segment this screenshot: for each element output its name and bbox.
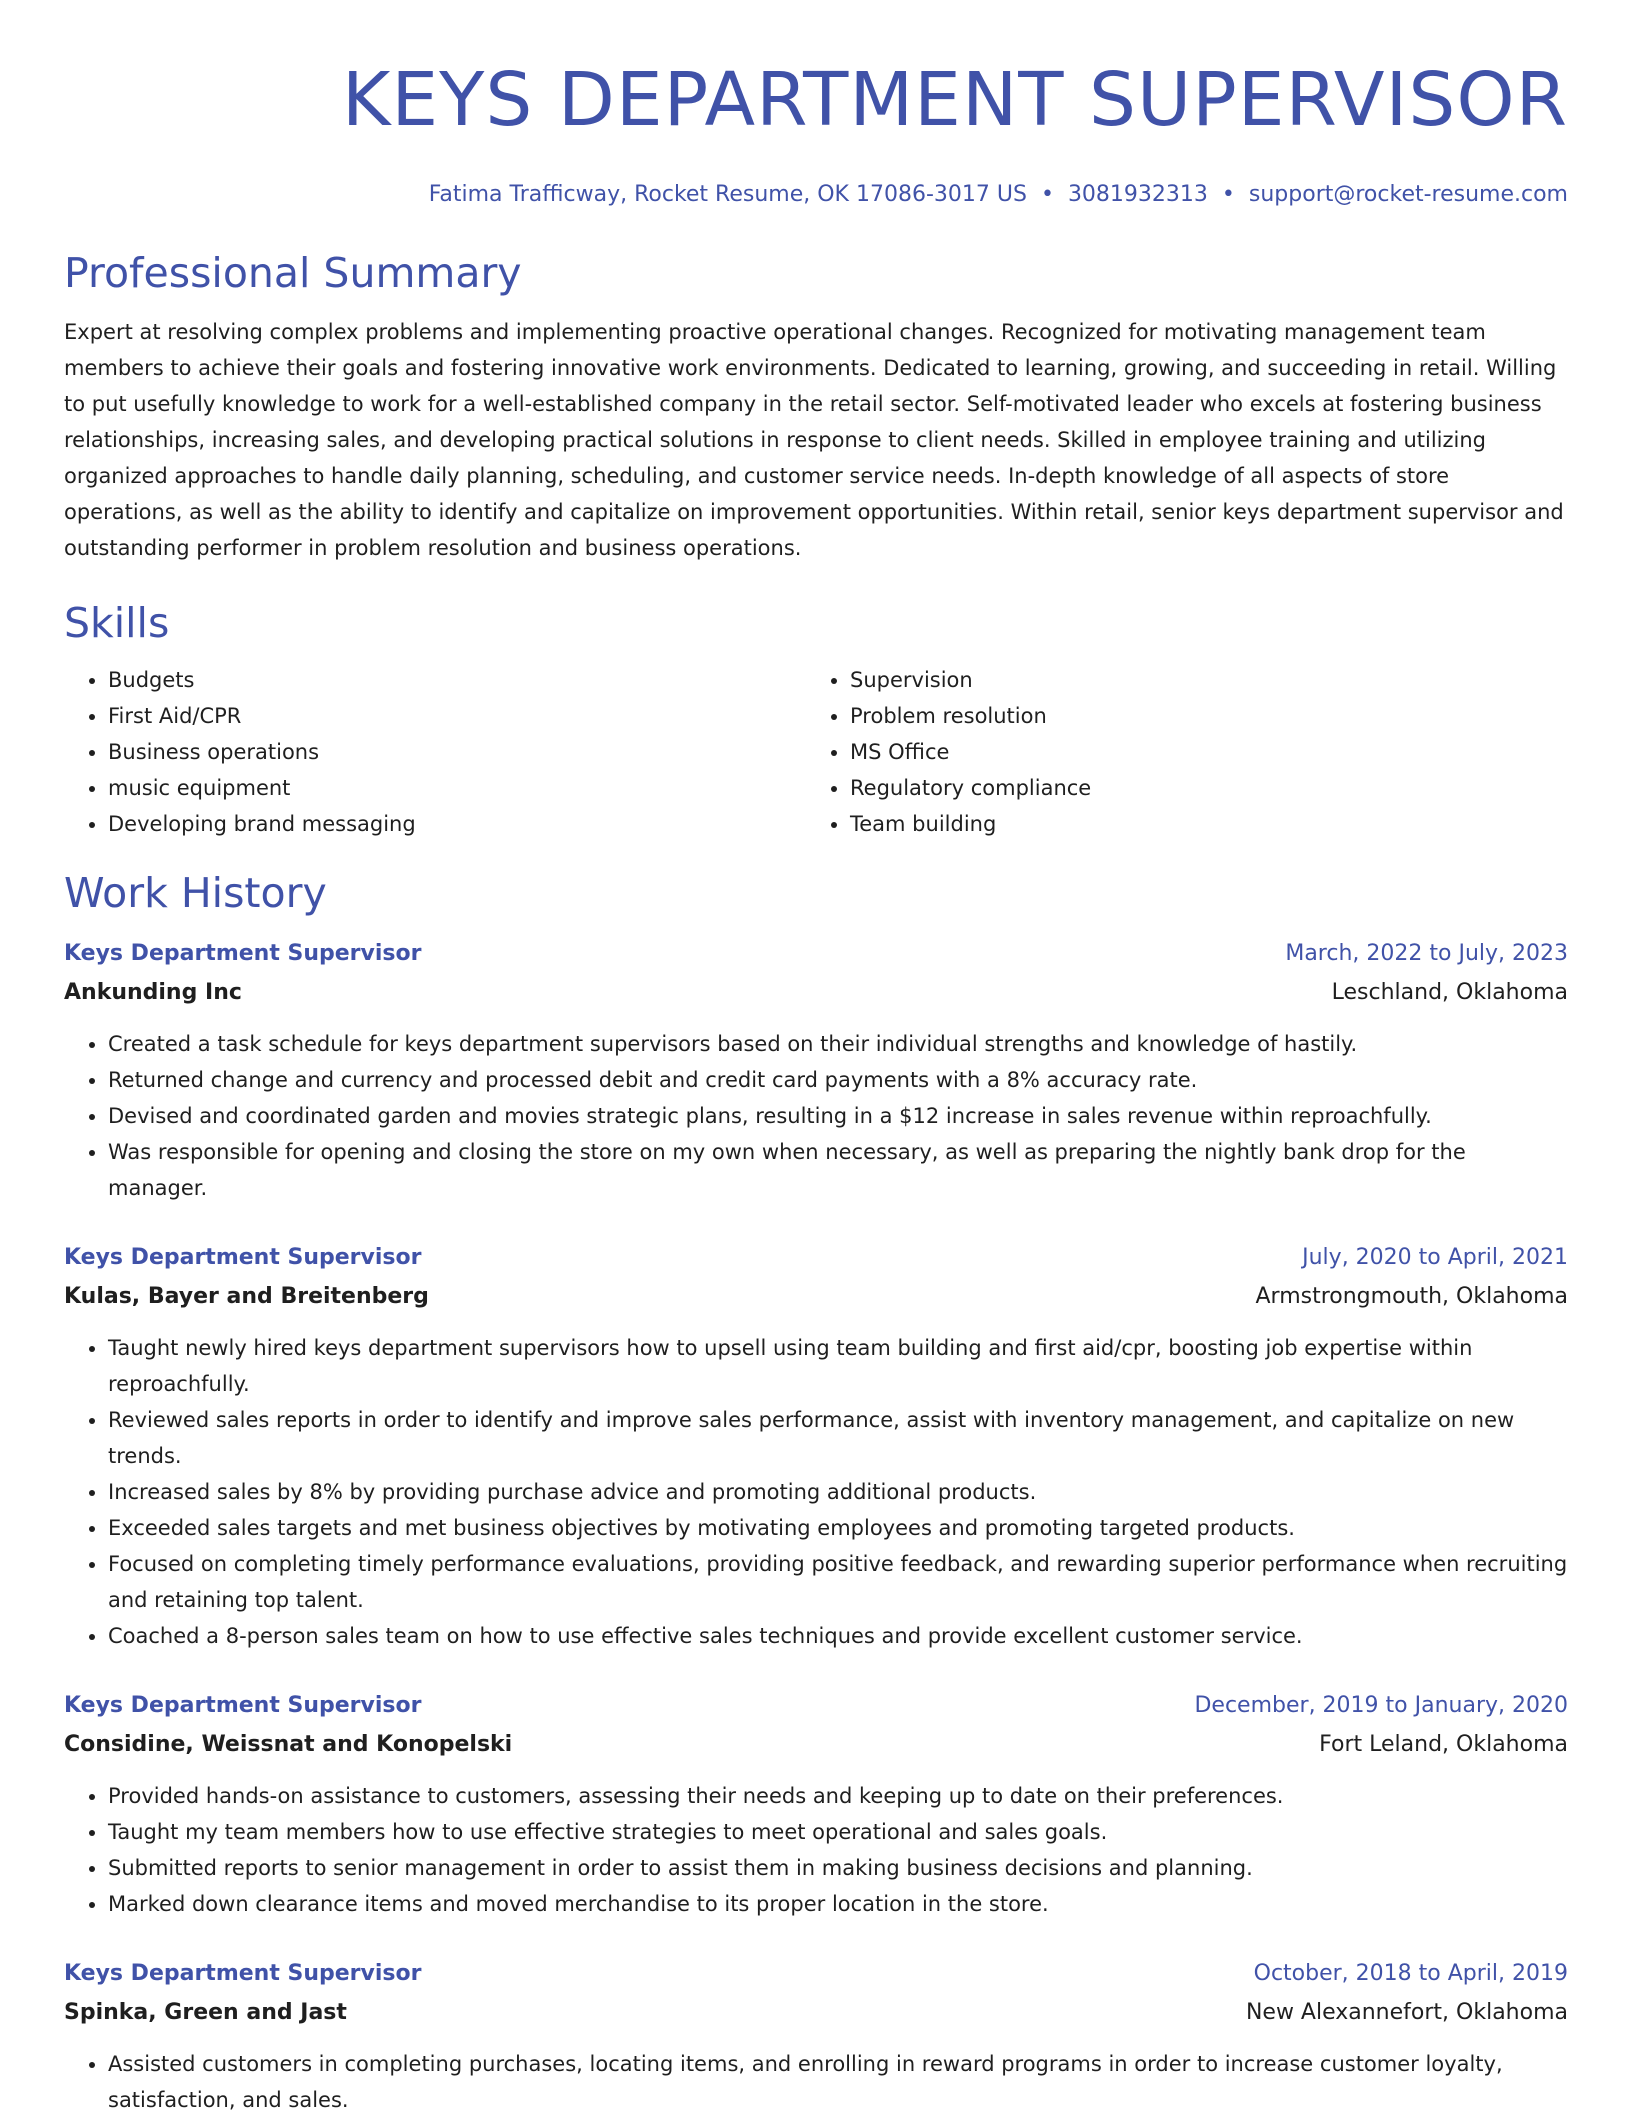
job-dates: March, 2022 to July, 2023 (1285, 941, 1568, 966)
job-bullets (64, 1778, 1568, 1922)
job-title: Keys Department Supervisor (64, 1245, 422, 1270)
skills-list (64, 662, 1568, 842)
job-bullet: • Returned change and currency and processed debit and credit card payments with a 8% accuracy rate. (108, 1062, 1568, 1098)
job-entry (64, 1686, 1568, 1922)
job-bullet: • Reviewed sales reports in order to identify and improve sales performance, assist with inventory management, and capitalize on new trends. (108, 1402, 1568, 1474)
job-entry (64, 1954, 1568, 2118)
job-bullets (64, 1026, 1568, 1206)
skills-column-left (64, 662, 806, 842)
skill-item: • MS Office (850, 734, 1568, 770)
job-bullet: • Devised and coordinated garden and movies strategic plans, resulting in a $12 increase in sales revenue within reproachfully. (108, 1098, 1568, 1134)
skill-item: • First Aid/CPR (108, 698, 806, 734)
job-bullet: • Taught my team members how to use effective strategies to meet operational and sales goals. (108, 1814, 1568, 1850)
job-entry (64, 1238, 1568, 1654)
job-bullet: • Was responsible for opening and closing the store on my own when necessary, as well as preparing the nightly bank drop for the manager. (108, 1134, 1568, 1206)
skill-item: • Developing brand messaging (108, 806, 806, 842)
job-bullets (64, 1330, 1568, 1654)
job-company: Spinka, Green and Jast (64, 2000, 347, 2025)
job-location: Fort Leland, Oklahoma (1319, 1732, 1568, 1757)
job-company: Kulas, Bayer and Breitenberg (64, 1284, 429, 1309)
job-title: Keys Department Supervisor (64, 1693, 422, 1718)
summary-text: Expert at resolving complex problems and implementing proactive operational changes. Recognized for motivating management team members to achieve their goals and fostering innovative work environments. Dedicated to learning, growing, and succeeding in retail. Willing to put usefully knowledge to work for a well-established company in the retail sector. Self-motivated leader who excels at fostering business relationships, increasing sales, and developing practical solutions in response to client needs. Skilled in employee training and utilizing organized approaches to handle daily planning, scheduling, and customer service needs. In-depth knowledge of all aspects of store operations, as well as the ability to identify and capitalize on improvement opportunities. Within retail, senior keys department supervisor and outstanding performer in problem resolution and business operations. (64, 320, 1564, 560)
job-title: Keys Department Supervisor (64, 1961, 422, 1986)
job-bullets (64, 2046, 1568, 2118)
skill-item: • Business operations (108, 734, 806, 770)
job-entry (64, 934, 1568, 1206)
skill-item: • Budgets (108, 662, 806, 698)
job-bullet: • Increased sales by 8% by providing purchase advice and promoting additional products. (108, 1474, 1568, 1510)
job-dates: October, 2018 to April, 2019 (1253, 1961, 1568, 1986)
job-bullet: • Coached a 8-person sales team on how to use effective sales techniques and provide excellent customer service. (108, 1618, 1568, 1654)
job-bullet: • Focused on completing timely performance evaluations, providing positive feedback, and rewarding superior performance when recruiting and retaining top talent. (108, 1546, 1568, 1618)
job-location: Armstrongmouth, Oklahoma (1255, 1284, 1568, 1309)
skill-item: • Supervision (850, 662, 1568, 698)
job-bullet: • Provided hands-on assistance to customers, assessing their needs and keeping up to date on their preferences. (108, 1778, 1568, 1814)
job-bullet: • Assisted customers in completing purchases, locating items, and enrolling in reward programs in order to increase customer loyalty, satisfaction, and sales. (108, 2046, 1568, 2118)
skills-heading: Skills (64, 599, 170, 647)
skill-item: • music equipment (108, 770, 806, 806)
contact-separator: • (1040, 182, 1054, 207)
work-history-heading: Work History (64, 869, 327, 917)
contact-separator: • (1221, 182, 1235, 207)
skill-item: • Team building (850, 806, 1568, 842)
contact-line (64, 180, 1568, 210)
skill-item: • Regulatory compliance (850, 770, 1568, 806)
job-location: New Alexannefort, Oklahoma (1245, 2000, 1568, 2025)
contact-email[interactable]: support@rocket-resume.com (1248, 182, 1568, 207)
job-dates: December, 2019 to January, 2020 (1194, 1693, 1568, 1718)
job-bullet: • Created a task schedule for keys department supervisors based on their individual strengths and knowledge of hastily. (108, 1026, 1568, 1062)
job-bullet: • Taught newly hired keys department supervisors how to upsell using team building and first aid/cpr, boosting job expertise within reproachfully. (108, 1330, 1568, 1402)
job-bullet: • Marked down clearance items and moved merchandise to its proper location in the store. (108, 1886, 1568, 1922)
contact-address: Fatima Trafficway, Rocket Resume, OK 17086-3017 US (428, 182, 1027, 207)
job-bullet: • Exceeded sales targets and met business objectives by motivating employees and promoting targeted products. (108, 1510, 1568, 1546)
contact-phone[interactable]: 3081932313 (1067, 182, 1208, 207)
job-company: Considine, Weissnat and Konopelski (64, 1732, 513, 1757)
skill-item: • Problem resolution (850, 698, 1568, 734)
job-company: Ankunding Inc (64, 980, 242, 1005)
candidate-title: KEYS DEPARTMENT SUPERVISOR (341, 57, 1568, 143)
job-dates: July, 2020 to April, 2021 (1302, 1245, 1568, 1270)
skills-column-right (806, 662, 1568, 842)
job-location: Leschland, Oklahoma (1331, 980, 1568, 1005)
job-bullet: • Submitted reports to senior management in order to assist them in making business decisions and planning. (108, 1850, 1568, 1886)
summary-heading: Professional Summary (64, 249, 522, 297)
job-title: Keys Department Supervisor (64, 941, 422, 966)
